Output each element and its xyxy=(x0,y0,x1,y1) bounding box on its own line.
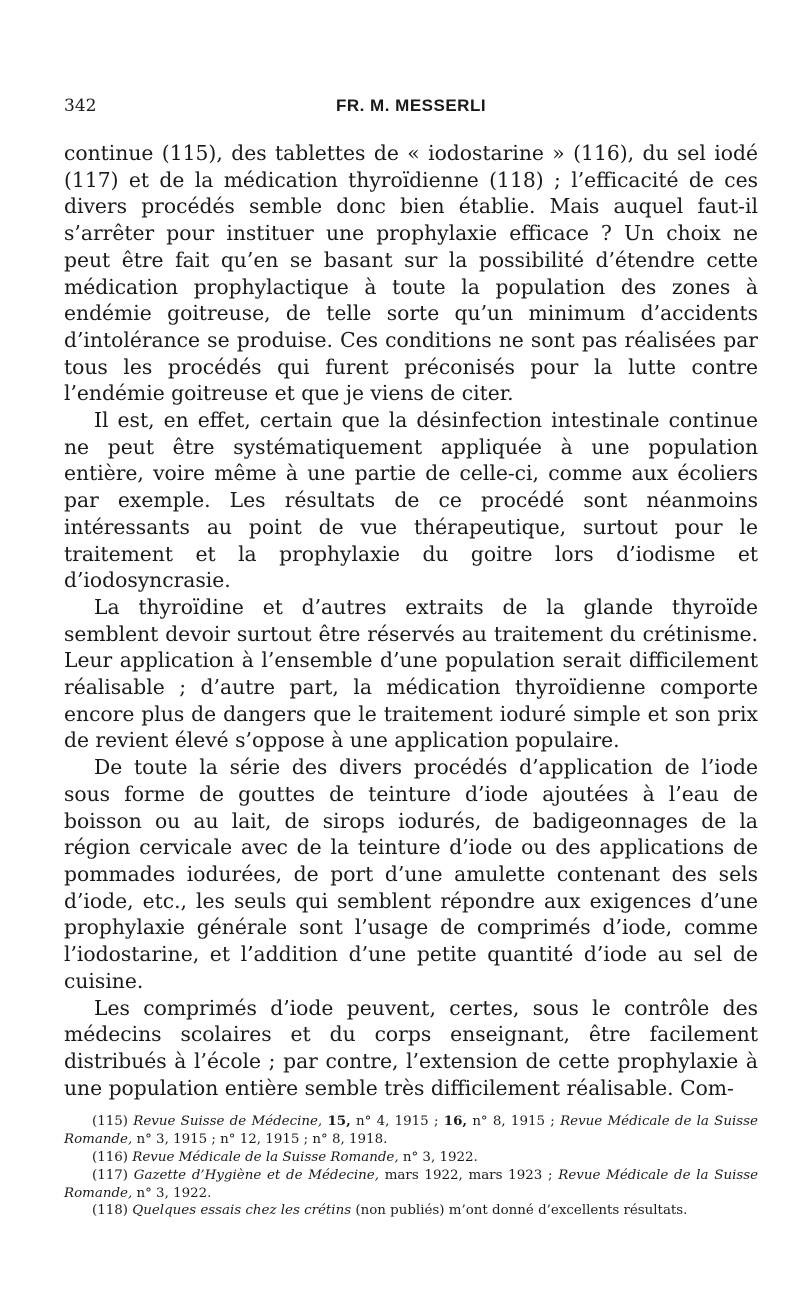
footnote-journal: Revue Suisse de Médecine, xyxy=(133,1114,323,1130)
paragraph: Les comprimés d’iode peuvent, certes, sous le contrôle des médecins scolaires et du corps enseignant, être facilement distribués à l’école ; par contre, l’extension de cette prophylaxie à une population entière semble très difficilement réalisable. Com- xyxy=(64,995,758,1100)
footnote-number: (115) xyxy=(92,1114,129,1130)
page xyxy=(64,96,758,1220)
footnote-issue: n° 8, 1915 ; xyxy=(472,1114,555,1130)
running-title: FR. M. MESSERLI xyxy=(335,96,487,115)
footnote-volume: 15, xyxy=(327,1113,351,1130)
footnote-issue: n° 3, 1922. xyxy=(136,1185,212,1201)
footnote-115 xyxy=(64,1113,758,1149)
footnote-118 xyxy=(64,1202,758,1220)
footnote-issue: mars 1922, mars 1923 ; xyxy=(384,1167,553,1183)
footnote-issue: n° 3, 1915 ; n° 12, 1915 ; n° 8, 1918. xyxy=(136,1132,388,1148)
body-text xyxy=(64,140,758,1101)
footnote-issue: n° 4, 1915 ; xyxy=(356,1114,439,1130)
paragraph: La thyroïdine et d’autres extraits de la glande thyroïde semblent devoir surtout être réservés au traitement du crétinisme. Leur application à l’ensemble d’une population serait difficilement réalisable ; d’autre part, la médication thyroïdienne comporte encore plus de dangers que le traitement ioduré simple et son prix de revient élevé s’oppose à une application populaire. xyxy=(64,594,758,753)
paragraph: Il est, en effet, certain que la désinfection intestinale continue ne peut être systématiquement appliquée à une population entière, voire même à une partie de celle-ci, comme aux écoliers par exemple. Les résultats de ce procédé sont néanmoins intéressants au point de vue thérapeutique, surtout pour le traitement et la prophylaxie du goitre lors d’iodisme et d’iodosyncrasie. xyxy=(64,408,758,593)
footnote-journal: Revue Médicale de la Suisse Romande, xyxy=(64,1167,759,1201)
footnote-volume: 16, xyxy=(443,1113,468,1130)
footnote-number: (117) xyxy=(92,1167,129,1183)
page-number: 342 xyxy=(64,96,97,116)
footnote-number: (116) xyxy=(92,1149,129,1165)
footnote-number: (118) xyxy=(92,1203,129,1219)
footnote-journal: Revue Médicale de la Suisse Romande, xyxy=(132,1149,399,1165)
paragraph: De toute la série des divers procédés d’application de l’iode sous forme de gouttes de teinture d’iode ajoutées à l’eau de boisson ou au lait, de sirops iodurés, de badigeonnages de la région cervicale avec de la teinture d’iode ou des applications de pommades iodurées, de port d’une amulette contenant des sels d’iode, etc., les seuls qui semblent répondre aux exigences d’une prophylaxie générale sont l’usage de comprimés d’iode, comme l’iodostarine, et l’addition d’une petite quantité d’iode au sel de cuisine. xyxy=(64,755,758,993)
page-header xyxy=(64,96,758,126)
footnote-issue: n° 3, 1922. xyxy=(402,1149,478,1165)
footnote-116 xyxy=(64,1149,758,1167)
footnote-journal: Revue Médicale de la Suisse Romande, xyxy=(64,1114,758,1148)
footnote-journal: Gazette d’Hygiène et de Médecine, xyxy=(133,1167,379,1183)
footnotes xyxy=(64,1113,758,1220)
footnote-title: Quelques essais chez les crétins xyxy=(132,1203,352,1219)
paragraph: continue (115), des tablettes de « iodostarine » (116), du sel iodé (117) et de la médication thyroïdienne (118) ; l’efficacité de ces divers procédés semble donc bien établie. Mais auquel faut-il s’arrêter pour instituer une prophylaxie efficace ? Un choix ne peut être fait qu’en se basant sur la possibilité d’étendre cette médication prophylactique à toute la population des zones à endémie goitreuse, de telle sorte qu’un minimum d’accidents d’intolérance se produise. Ces conditions ne sont pas réalisées par tous les procédés qui furent préconisés pour la lutte contre l’endémie goitreuse et que je viens de citer. xyxy=(64,141,758,406)
footnote-117 xyxy=(64,1167,758,1203)
footnote-text: (non publiés) m’ont donné d’excellents résultats. xyxy=(355,1203,688,1219)
